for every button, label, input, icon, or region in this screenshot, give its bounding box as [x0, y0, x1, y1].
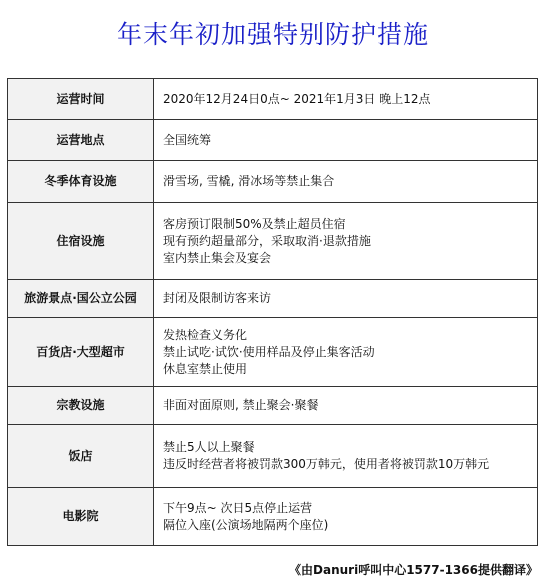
row-description [154, 318, 538, 387]
description-line: 下午9点~ 次日5点停止运营 [163, 500, 313, 515]
row-category: 旅游景点·国公立公园 [8, 280, 154, 318]
table-row [8, 488, 538, 546]
description-line: 室内禁止集会及宴会 [163, 250, 272, 265]
description-line: 违反时经营者将被罚款300万韩元，使用者将被罚款10万韩元 [163, 457, 490, 471]
description-line: 现有预约超量部分，采取取消·退款措施 [163, 233, 371, 248]
description-line: 滑雪场, 雪橇, 滑冰场等禁止集合 [163, 174, 335, 188]
measures-table [7, 78, 538, 546]
row-description [154, 280, 538, 318]
row-description [154, 161, 538, 203]
description-line: 非面对面原则, 禁止聚会·聚餐 [163, 398, 319, 412]
table-row [8, 387, 538, 425]
description-line: 全国统筹 [163, 132, 212, 147]
row-description [154, 387, 538, 425]
description-line: 隔位入座(公演场地隔两个座位) [163, 517, 329, 532]
description-line: 2020年12月24日0点~ 2021年1月3日 晚上12点 [163, 91, 431, 106]
row-description [154, 425, 538, 488]
table-row [8, 79, 538, 120]
table-row [8, 280, 538, 318]
row-category: 饭店 [8, 425, 154, 488]
row-category: 宗教设施 [8, 387, 154, 425]
description-line: 禁止试吃·试饮·使用样品及停止集客活动 [163, 344, 375, 359]
description-line: 客房预订限制50%及禁止超员住宿 [163, 216, 346, 231]
row-category: 住宿设施 [8, 203, 154, 280]
description-line: 发热检查义务化 [163, 327, 248, 342]
row-category: 电影院 [8, 488, 154, 546]
table-row [8, 203, 538, 280]
description-line: 封闭及限制访客来访 [163, 291, 272, 305]
row-description [154, 79, 538, 120]
description-line: 禁止5人以上聚餐 [163, 440, 255, 454]
translation-credit: 《由Danuri呼叫中心1577-1366提供翻译》 [289, 563, 538, 577]
row-description [154, 488, 538, 546]
table-row [8, 161, 538, 203]
row-category: 运营时间 [8, 79, 154, 120]
row-category: 运营地点 [8, 120, 154, 161]
row-category: 冬季体育设施 [8, 161, 154, 203]
row-description [154, 120, 538, 161]
description-line: 休息室禁止使用 [163, 361, 248, 376]
table-row [8, 318, 538, 387]
table-row [8, 425, 538, 488]
table-row [8, 120, 538, 161]
page-title: 年末年初加强特别防护措施 [116, 20, 429, 49]
row-category: 百货店·大型超市 [8, 318, 154, 387]
row-description [154, 203, 538, 280]
